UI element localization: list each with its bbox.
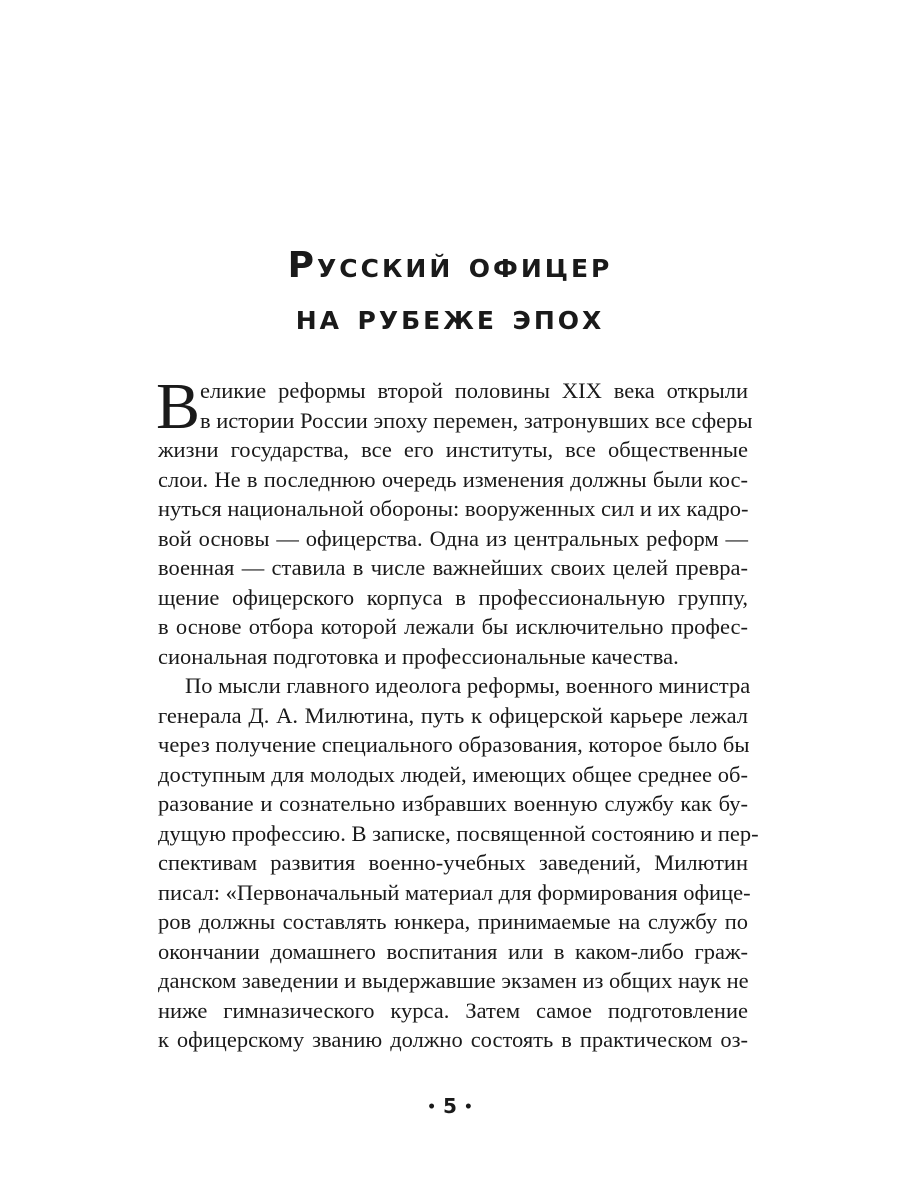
text-line: писал: «Первоначальный материал для формирования офице-: [158, 879, 751, 905]
page-number-footer: [0, 1094, 900, 1118]
text-line: ниже гимназического курса. Затем самое подготовление: [158, 997, 748, 1023]
text-line: вой основы — офицерства. Одна из центральных реформ —: [158, 525, 748, 551]
text-line: еликие реформы второй половины XIX века открыли: [200, 378, 748, 403]
chapter-title: [0, 240, 900, 344]
text-line: спективам развития военно-учебных заведений, Милютин: [158, 850, 748, 875]
text-line: генерала Д. А. Милютина, путь к офицерской карьере лежал: [158, 702, 748, 728]
chapter-title-line-2: на рубеже эпох: [295, 297, 605, 338]
text-line: слои. Не в последнюю очередь изменения должны были кос-: [158, 466, 748, 492]
text-line: к офицерскому званию должно состоять в практическом оз-: [158, 1027, 748, 1052]
text-line: По мысли главного идеолога реформы, военного министра: [185, 673, 751, 698]
text-line: через получение специального образования, которое было бы: [158, 732, 750, 757]
text-line: щение офицерского корпуса в профессиональную группу,: [158, 584, 748, 610]
text-line: окончании домашнего воспитания или в каком-либо граж-: [158, 938, 748, 964]
text-line: разование и сознательно избравших военную службу как бу-: [158, 791, 748, 816]
text-line: жизни государства, все его институты, все общественные: [158, 437, 748, 462]
text-line: ров должны составлять юнкера, принимаемые на службу по: [158, 909, 748, 934]
text-line: нуться национальной обороны: вооруженных сил и их кадро-: [158, 496, 749, 521]
text-line: в истории России эпоху перемен, затронувших все сферы: [200, 407, 753, 433]
paragraph-2: [158, 671, 759, 1055]
text-line: военная — ставила в числе важнейших своих целей превра-: [158, 555, 748, 580]
body-text: [156, 370, 759, 1055]
text-line: дущую профессию. В записке, посвященной состоянию и пер-: [158, 820, 759, 846]
bullet-left: •: [427, 1099, 437, 1116]
text-line: в основе отбора которой лежали бы исключительно профес-: [158, 614, 748, 639]
drop-cap: В: [156, 370, 201, 443]
paragraph-1: [156, 370, 753, 671]
bullet-right: •: [463, 1099, 473, 1116]
text-line: сиональная подготовка и профессиональные качества.: [158, 643, 679, 669]
page-number: 5: [443, 1094, 457, 1118]
text-line: доступным для молодых людей, имеющих общее среднее об-: [158, 761, 748, 787]
text-line: данском заведении и выдержавшие экзамен из общих наук не: [158, 968, 749, 993]
chapter-title-line-1: Русский офицер: [287, 245, 613, 286]
